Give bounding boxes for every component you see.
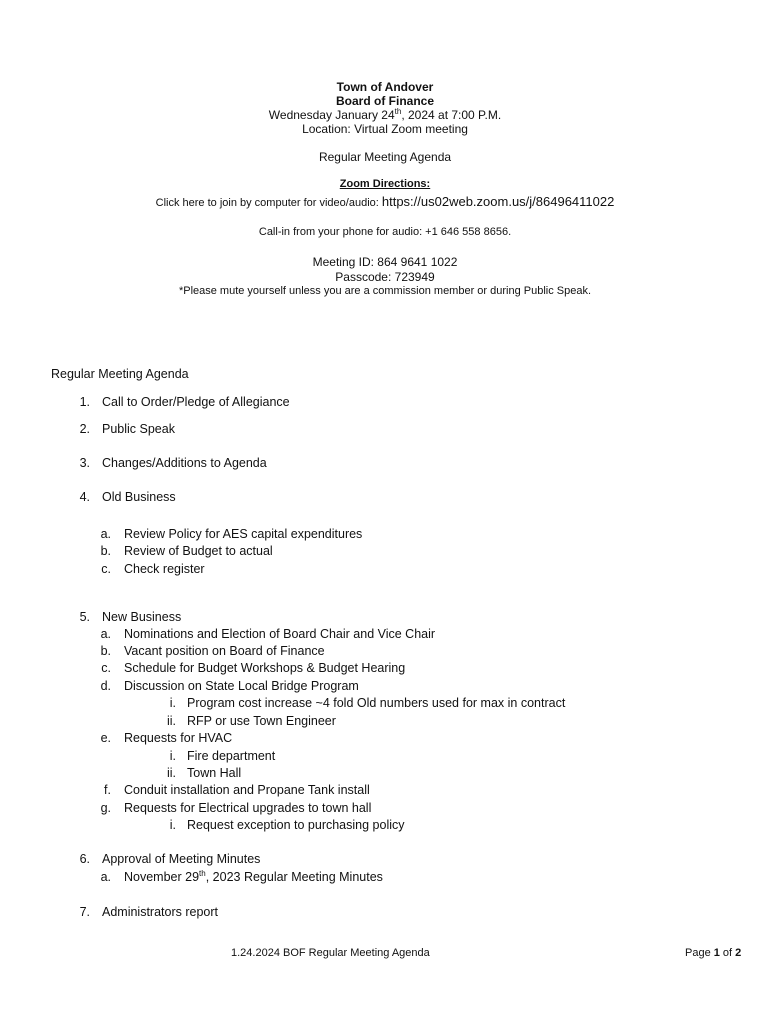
item-number: 7. — [79, 905, 90, 919]
subitem-letter: b. — [100, 544, 111, 558]
subitem-text: Review of Budget to actual — [124, 544, 273, 558]
zoom-link[interactable]: https://us02web.zoom.us/j/86496411022 — [381, 194, 615, 209]
meeting-date-sup: th — [394, 107, 402, 116]
subitem-text: Requests for Electrical upgrades to town hall — [124, 801, 372, 815]
join-text: Click here to join by computer for video/audio: — [155, 197, 382, 209]
subsubitem-text: Fire department — [187, 749, 276, 763]
subsubitem-numeral: i. — [169, 696, 176, 710]
meeting-location: Location: Virtual Zoom meeting — [302, 122, 468, 136]
subitem-letter: g. — [100, 801, 111, 815]
subitem-letter: c. — [101, 562, 111, 576]
meeting-id: Meeting ID: 864 9641 1022 — [312, 255, 458, 269]
item-text: New Business — [102, 610, 182, 624]
subitem-text — [124, 870, 383, 884]
item-text: Public Speak — [102, 422, 175, 436]
subsubitem-numeral: i. — [169, 749, 176, 763]
page-word: Page — [685, 947, 714, 959]
zoom-directions-heading: Zoom Directions: — [339, 178, 431, 190]
subitem-letter: e. — [100, 731, 111, 745]
item-number: 4. — [79, 490, 90, 504]
meeting-date — [0, 108, 770, 122]
item-number: 2. — [79, 422, 90, 436]
subitem-letter: a. — [100, 627, 111, 641]
subitem-text: Requests for HVAC — [124, 731, 233, 745]
subsubitem-numeral: i. — [169, 818, 176, 832]
meeting-date-prefix: Wednesday January 24 — [268, 108, 395, 122]
subitem-letter: a. — [100, 527, 111, 541]
subsubitem-numeral: ii. — [166, 766, 176, 780]
subitem-text: Nominations and Election of Board Chair and Vice Chair — [124, 627, 436, 641]
agenda-title: Regular Meeting Agenda — [318, 150, 452, 164]
item-text: Changes/Additions to Agenda — [102, 456, 267, 470]
item-number: 5. — [79, 610, 90, 624]
item-text: Call to Order/Pledge of Allegiance — [102, 395, 290, 409]
subitem-letter: f. — [104, 783, 111, 797]
subsubitem-text: Town Hall — [187, 766, 242, 780]
call-in-text: Call-in from your phone for audio: +1 646 558 8656. — [258, 226, 512, 238]
subitem-letter: b. — [100, 644, 111, 658]
subsubitem-text: Program cost increase ~4 fold Old numbers used for max in contract — [187, 696, 566, 710]
mute-note: *Please mute yourself unless you are a commission member or during Public Speak. — [178, 285, 592, 297]
subitem-text-prefix: November 29 — [124, 870, 200, 884]
town-name: Town of Andover — [336, 80, 434, 94]
subitem-letter: a. — [100, 870, 111, 884]
subitem-text: Conduit installation and Propane Tank install — [124, 783, 370, 797]
footer-page-number — [685, 947, 741, 959]
page-of: of — [719, 947, 736, 959]
item-text: Old Business — [102, 490, 176, 504]
subitem-letter: c. — [101, 661, 111, 675]
join-line — [0, 193, 770, 211]
item-number: 1. — [79, 395, 90, 409]
agenda-heading: Regular Meeting Agenda — [51, 367, 189, 381]
item-text: Administrators report — [102, 905, 219, 919]
subitem-text: Schedule for Budget Workshops & Budget Hearing — [124, 661, 406, 675]
subsubitem-text: Request exception to purchasing policy — [187, 818, 405, 832]
subitem-text: Review Policy for AES capital expenditures — [124, 527, 363, 541]
passcode: Passcode: 723949 — [335, 270, 435, 284]
subitem-text-suffix: , 2023 Regular Meeting Minutes — [205, 870, 383, 884]
subsubitem-text: RFP or use Town Engineer — [187, 714, 336, 728]
subitem-text-sup: th — [199, 869, 206, 878]
subitem-text: Vacant position on Board of Finance — [124, 644, 325, 658]
page-current: 1 — [713, 947, 720, 959]
item-number: 3. — [79, 456, 90, 470]
item-text: Approval of Meeting Minutes — [102, 852, 261, 866]
item-number: 6. — [79, 852, 90, 866]
footer-document-name: 1.24.2024 BOF Regular Meeting Agenda — [231, 947, 430, 959]
page-total: 2 — [735, 947, 742, 959]
meeting-date-suffix: , 2024 at 7:00 P.M. — [401, 108, 502, 122]
board-name: Board of Finance — [335, 94, 434, 108]
subitem-text: Check register — [124, 562, 205, 576]
subsubitem-numeral: ii. — [166, 714, 176, 728]
subitem-text: Discussion on State Local Bridge Program — [124, 679, 359, 693]
subitem-letter: d. — [100, 679, 111, 693]
